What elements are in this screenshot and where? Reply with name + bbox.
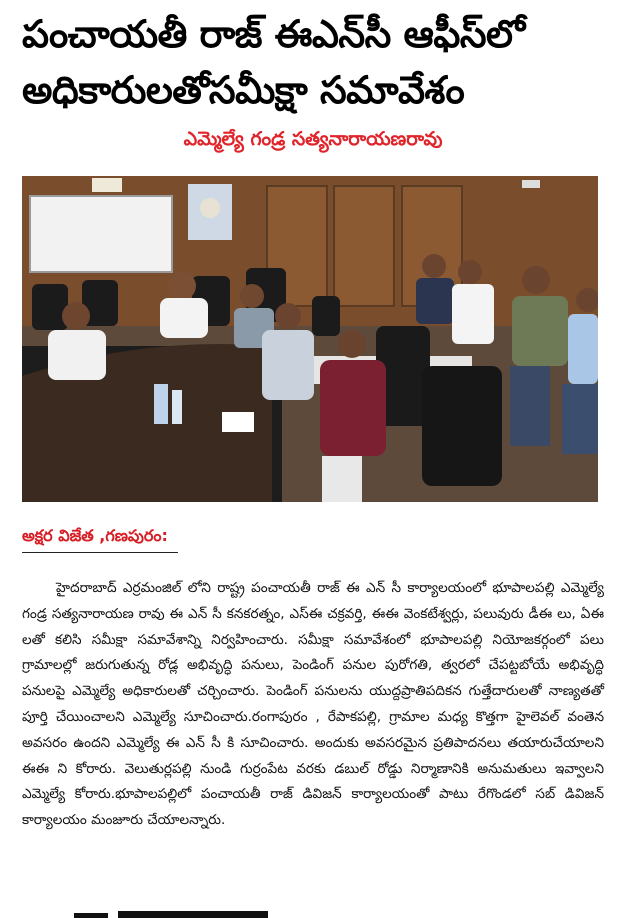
dateline-underline	[22, 552, 178, 553]
meeting-photo	[22, 176, 598, 502]
headline: పంచాయతీ రాజ్ ఈఎన్‌సీ ఆఫీస్‌లో అధికారులతోసమీక్షా సమావేశం	[22, 12, 525, 112]
dateline: అక్షర విజేత ,గణపురం:	[22, 526, 168, 545]
article-body: హైదరాబాద్ ఎర్రమంజిల్ లోని రాష్ట్ర పంచాయతీ రాజ్ ఈ ఎన్ సీ కార్యాలయంలో భూపాలపల్లి ఎమ్మెల్యే గండ్ర సత్యనారాయణ రావు ఈ ఎన్ సీ కనకరత్నం, ఎస్ఈ చక్రవర్తి, ఈఈ వెంకటేశ్వర్లు, పలువురు డీఈ లు, ఏఈ లతో కలిసి సమీక్షా సమావేశాన్ని నిర్వహించారు. సమీక్షా సమావేశంలో భూపాలపల్లి నియోజకర్గంలో పలు గ్రామాలల్లో జరుగుతున్న రోడ్ల అభివృద్ధి పనులు, పెండింగ్ పనుల పురోగతి, త్వరలో చేపట్టబోయే అభివృద్ధి పనులపై ఎమ్మెల్యే అధికారులతో చర్చించారు. పెండింగ్ పనులను యుద్దప్రాతిపదికన గుత్తేదారులతో నాణ్యతతో పూర్తి చేయించాలని ఎమ్మెల్యే సూచించారు.రంగాపురం , రేపాకపల్లి, గ్రామాల మధ్య కొత్తగా హైలెవల్ వంతెన అవసరం ఉందని ఎమ్మెల్యే ఈ ఎన్ సీ కి సూచించారు. అందుకు అవసరమైన ప్రతిపాదనలు తయారుచేయాలని ఈఈ ని కోరారు. వెలుతుర్లపల్లి నుండి గుర్రంపేట వరకు డబుల్ రోడ్డు నిర్మాణానికి అనుమతులు ఇవ్వాలని ఎమ్మెల్యే కోరారు.భూపాలపల్లిలో పంచాయతీ రాజ్ డివిజన్ కార్యాలయంతో పాటు రేగొండలో సబ్ డివిజన్ కార్యాలయం మంజూరు చేయాలన్నారు.	[22, 580, 604, 829]
byline: ఎమ్మెల్యే గండ్ర సత్యనారాయణరావు	[183, 128, 443, 150]
